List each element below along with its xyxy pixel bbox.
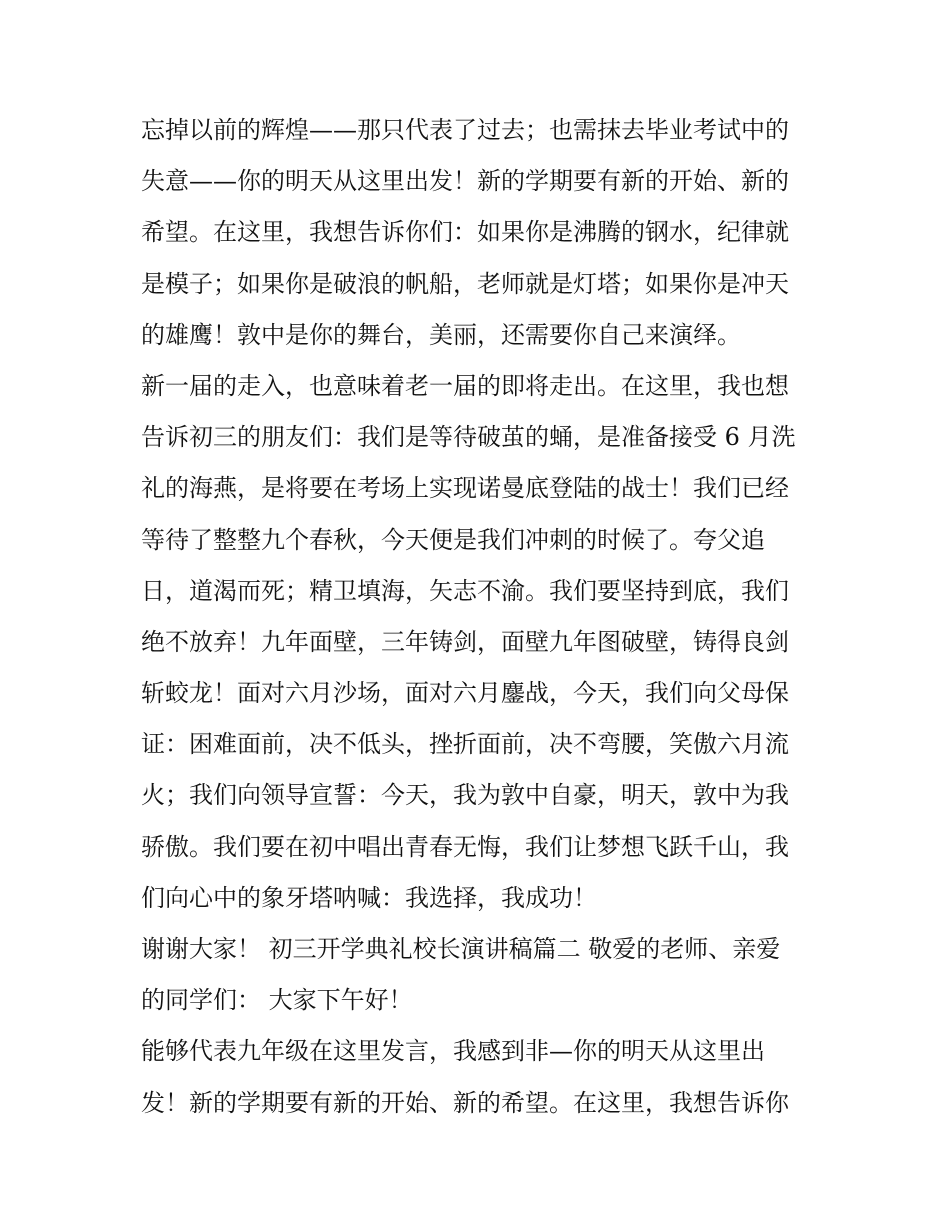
text-line: 骄傲。我们要在初中唱出青春无悔，我们让梦想飞跃千山，我 xyxy=(141,832,789,861)
text-line: 希望。在这里，我想告诉你们：如果你是沸腾的钢水，纪律就 xyxy=(141,218,789,247)
text-line: 斩蛟龙！面对六月沙场，面对六月鏖战，今天，我们向父母保 xyxy=(141,679,789,708)
text-line: 能够代表九年级在这里发言，我感到非—你的明天从这里出 xyxy=(141,1037,765,1066)
text-line: 日，道渴而死；精卫填海，矢志不渝。我们要坚持到底，我们 xyxy=(141,576,789,605)
text-line: 的同学们： 大家下午好！ xyxy=(141,986,413,1015)
text-line: 绝不放弃！九年面壁，三年铸剑，面壁九年图破壁，铸得良剑 xyxy=(141,627,789,656)
text-line: 们向心中的象牙塔呐喊：我选择，我成功！ xyxy=(141,883,597,912)
text-line: 告诉初三的朋友们：我们是等待破茧的蛹，是准备接受 6 月洗 xyxy=(141,423,796,452)
text-line: 礼的海燕，是将要在考场上实现诺曼底登陆的战士！我们已经 xyxy=(141,474,789,503)
text-line: 是模子；如果你是破浪的帆船，老师就是灯塔；如果你是冲天 xyxy=(141,269,789,298)
body-text xyxy=(141,105,821,1129)
text-line: 证：困难面前，决不低头，挫折面前，决不弯腰，笑傲六月流 xyxy=(141,730,789,759)
text-line: 发！新的学期要有新的开始、新的希望。在这里，我想告诉你 xyxy=(141,1088,789,1117)
text-line: 火；我们向领导宣誓：今天，我为敦中自豪，明天，敦中为我 xyxy=(141,781,789,810)
text-line: 等待了整整九个春秋，今天便是我们冲刺的时候了。夸父追 xyxy=(141,525,765,554)
text-line: 的雄鹰！敦中是你的舞台，美丽，还需要你自己来演绎。 xyxy=(141,320,741,349)
text-line: 失意——你的明天从这里出发！新的学期要有新的开始、新的 xyxy=(141,167,789,196)
text-line: 忘掉以前的辉煌——那只代表了过去；也需抹去毕业考试中的 xyxy=(141,116,789,144)
text-line: 谢谢大家！ 初三开学典礼校长演讲稿篇二 敬爱的老师、亲爱 xyxy=(141,935,781,963)
text-line: 新一届的走入，也意味着老一届的即将走出。在这里，我也想 xyxy=(141,371,789,400)
